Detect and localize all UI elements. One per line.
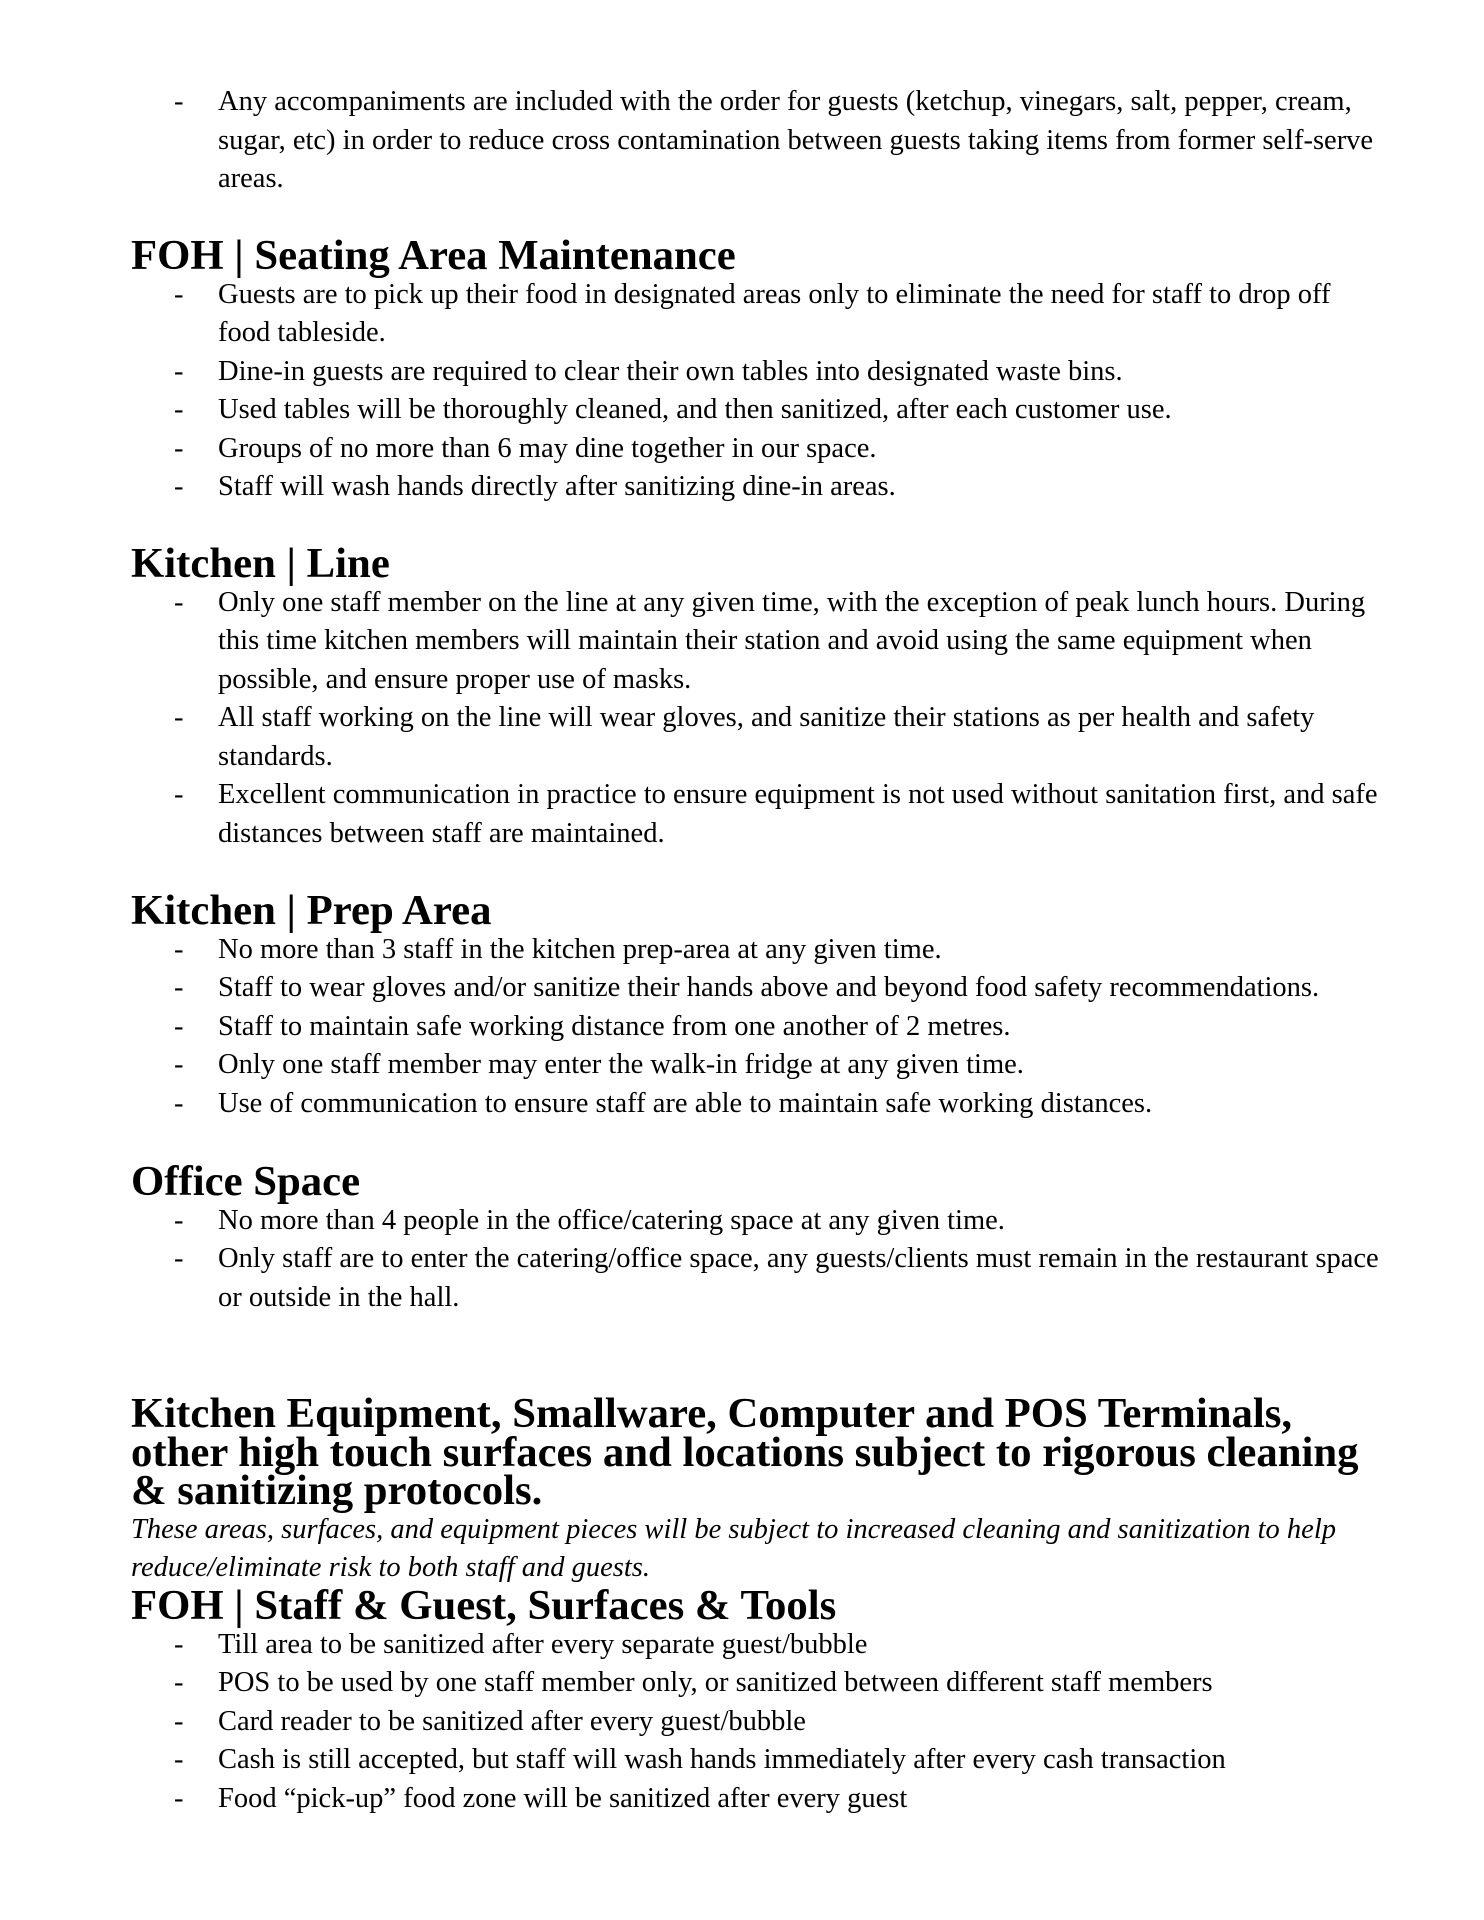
section-heading: Kitchen Equipment, Smallware, Computer and POS Terminals, other high touch surfaces and locations subject to rigorous cleaning & sanitizing protocols. xyxy=(131,1390,1359,1514)
list-item-text: Used tables will be thoroughly cleaned, and then sanitized, after each customer use. xyxy=(218,394,1172,425)
list-item xyxy=(131,1741,1381,1780)
foh-tools-list xyxy=(131,1626,1381,1819)
bullet-dash: - xyxy=(174,1782,184,1814)
bullet-dash: - xyxy=(174,972,184,1003)
list-item-text: Excellent communication in practice to ensure equipment is not used without sanitation first, and safe distances between staff are maintained. xyxy=(218,779,1378,849)
list-item-text: Staff to maintain safe working distance from one another of 2 metres. xyxy=(218,1010,1011,1042)
list-item xyxy=(131,1703,1381,1742)
list-item-text: Food “pick-up” food zone will be sanitized after every guest xyxy=(218,1782,908,1814)
list-item-text: Dine-in guests are required to clear their own tables into designated waste bins. xyxy=(218,355,1123,387)
bullet-dash: - xyxy=(174,586,184,618)
list-item-text: POS to be used by one staff member only, or sanitized between different staff members xyxy=(218,1667,1213,1698)
kitchen-line-section xyxy=(131,540,1381,853)
list-item xyxy=(131,1008,1381,1047)
kitchen-prep-list xyxy=(131,931,1381,1124)
bullet-dash: - xyxy=(174,355,184,387)
list-item xyxy=(131,969,1381,1008)
list-item-text: Groups of no more than 6 may dine together in our space. xyxy=(218,432,877,464)
bullet-dash: - xyxy=(174,1049,184,1080)
list-item xyxy=(131,1085,1381,1124)
section-heading: FOH | Staff & Guest, Surfaces & Tools xyxy=(131,1582,837,1629)
section-note: These areas, surfaces, and equipment pieces will be subject to increased cleaning and sanitization to help reduce/eliminate risk to both staff and guests. xyxy=(131,1513,1337,1583)
bullet-dash: - xyxy=(174,779,184,810)
list-item xyxy=(131,468,1381,507)
high-touch-section xyxy=(131,1390,1381,1588)
list-item xyxy=(131,931,1381,970)
list-item xyxy=(131,1780,1381,1819)
list-item xyxy=(131,1240,1381,1317)
bullet-dash: - xyxy=(174,1204,184,1236)
bullet-dash: - xyxy=(174,1243,184,1274)
list-item-text: Only one staff member on the line at any given time, with the exception of peak lunch hours. During this time kitchen members will maintain their station and avoid using the same equipment when possible, and ensure proper use of masks. xyxy=(218,586,1366,695)
foh-seating-list xyxy=(131,276,1381,507)
bullet-dash: - xyxy=(174,1667,184,1698)
list-item-text: No more than 3 staff in the kitchen prep-area at any given time. xyxy=(218,933,942,965)
list-item xyxy=(131,699,1381,776)
section-heading: Kitchen | Prep Area xyxy=(131,887,492,934)
intro-section xyxy=(131,83,1381,199)
list-item-text: All staff working on the line will wear gloves, and sanitize their stations as per health and safety standards. xyxy=(218,702,1315,772)
section-heading: FOH | Seating Area Maintenance xyxy=(131,232,736,279)
list-item xyxy=(131,276,1381,353)
bullet-dash: - xyxy=(174,1087,184,1119)
kitchen-prep-section xyxy=(131,887,1381,1123)
list-item-text: Any accompaniments are included with the order for guests (ketchup, vinegars, salt, pepper, cream, sugar, etc) in order to reduce cross contamination between guests taking items from former self-serve areas. xyxy=(218,86,1374,194)
list-item-text: No more than 4 people in the office/catering space at any given time. xyxy=(218,1204,1005,1236)
bullet-dash: - xyxy=(174,933,184,965)
bullet-dash: - xyxy=(174,1744,184,1775)
list-item xyxy=(131,430,1381,469)
list-item xyxy=(131,1664,1381,1703)
foh-tools-section xyxy=(131,1582,1381,1818)
list-item-text: Staff to wear gloves and/or sanitize their hands above and beyond food safety recommendations. xyxy=(218,972,1320,1003)
foh-seating-section xyxy=(131,232,1381,507)
list-item xyxy=(131,1046,1381,1085)
list-item-text: Only one staff member may enter the walk-in fridge at any given time. xyxy=(218,1049,1024,1080)
list-item-text: Cash is still accepted, but staff will wash hands immediately after every cash transaction xyxy=(218,1744,1226,1775)
list-item-text: Guests are to pick up their food in designated areas only to eliminate the need for staff to drop off food tableside. xyxy=(218,278,1331,348)
section-heading: Office Space xyxy=(131,1158,361,1205)
list-item xyxy=(131,1202,1381,1241)
list-item xyxy=(131,584,1381,700)
bullet-dash: - xyxy=(174,702,184,733)
bullet-dash: - xyxy=(174,1010,184,1042)
list-item-text: Use of communication to ensure staff are able to maintain safe working distances. xyxy=(218,1087,1153,1119)
bullet-dash: - xyxy=(174,1705,184,1737)
list-item-text: Only staff are to enter the catering/office space, any guests/clients must remain in the restaurant space or outside in the hall. xyxy=(218,1243,1379,1313)
list-item xyxy=(131,353,1381,392)
list-item-text: Staff will wash hands directly after sanitizing dine-in areas. xyxy=(218,471,896,502)
bullet-dash: - xyxy=(174,394,184,425)
list-item xyxy=(131,776,1381,853)
bullet-dash: - xyxy=(174,86,184,117)
office-space-section xyxy=(131,1158,1381,1317)
bullet-dash: - xyxy=(174,432,184,464)
bullet-dash: - xyxy=(174,278,184,310)
list-item xyxy=(131,1626,1381,1665)
bullet-dash: - xyxy=(174,471,184,502)
office-space-list xyxy=(131,1202,1381,1318)
intro-list xyxy=(131,83,1381,199)
bullet-dash: - xyxy=(174,1628,184,1660)
list-item-text: Card reader to be sanitized after every guest/bubble xyxy=(218,1705,806,1737)
list-item-text: Till area to be sanitized after every separate guest/bubble xyxy=(218,1628,868,1660)
section-heading: Kitchen | Line xyxy=(131,540,390,587)
list-item xyxy=(131,391,1381,430)
kitchen-line-list xyxy=(131,584,1381,854)
list-item xyxy=(131,83,1381,199)
